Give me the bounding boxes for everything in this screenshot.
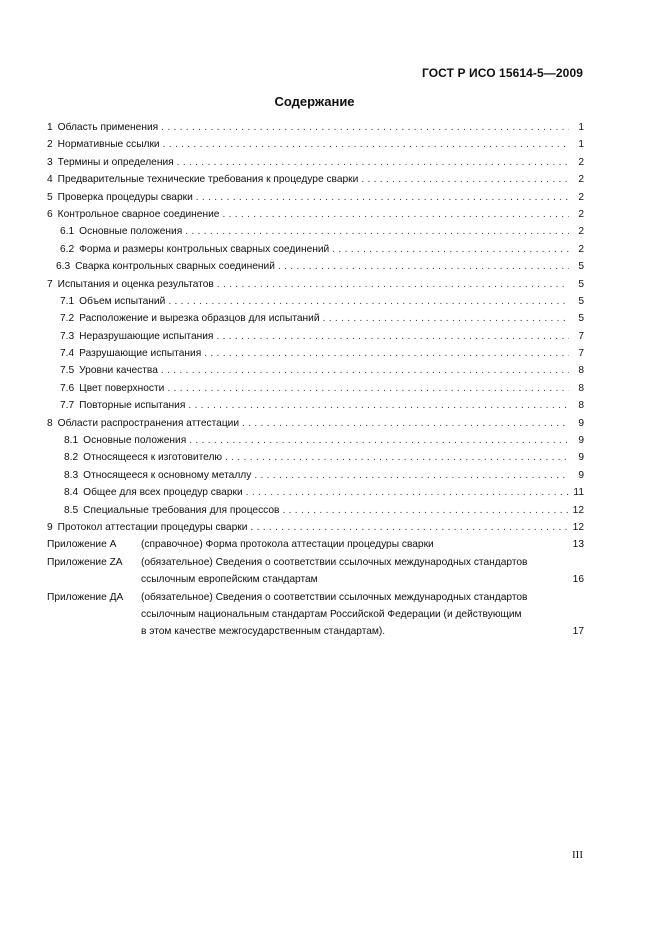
toc-entry-number: 7.2: [60, 313, 75, 325]
toc-entry-number: 7.3: [60, 330, 75, 342]
toc-entry-title: Термины и определения: [57, 156, 174, 168]
toc-entry-number: 6.2: [60, 243, 75, 255]
toc-subentry[interactable]: [47, 258, 584, 275]
toc-entry-number: 6: [47, 208, 53, 220]
toc-entry-title: Общее для всех процедур сварки: [83, 487, 243, 499]
dot-leader: [196, 189, 569, 206]
toc-entry[interactable]: [47, 206, 584, 223]
dot-leader: [323, 310, 569, 327]
dot-leader: [161, 362, 569, 379]
toc-entry-title: Нормативные ссылки: [57, 139, 160, 151]
toc-entry-page: 1: [578, 122, 584, 133]
toc-entry-number: 8.5: [64, 504, 79, 516]
toc-entry-number: 6.3: [56, 261, 71, 273]
toc-subentry[interactable]: [47, 310, 584, 327]
toc-entry-number: 7.7: [60, 400, 75, 412]
toc-entry-page: 7: [578, 330, 584, 342]
toc-appendix[interactable]: [47, 589, 584, 641]
dot-leader: [167, 380, 569, 397]
toc-appendix[interactable]: [47, 554, 584, 589]
toc-entry-title: Цвет поверхности: [79, 382, 165, 394]
appendix-label: Приложение ZA: [47, 556, 123, 568]
table-of-contents: [47, 119, 584, 641]
appendix-title-line: (обязательное) Сведения о соответствии ссылочных международных стандартов: [141, 591, 528, 603]
toc-entry-number: 8.4: [64, 487, 79, 499]
toc-entry-page: 11: [573, 487, 584, 499]
toc-entry-page: 9: [578, 435, 584, 447]
toc-subentry[interactable]: [47, 223, 584, 240]
toc-subentry[interactable]: [47, 484, 584, 501]
toc-entry-page: 9: [578, 417, 584, 429]
dot-leader: [185, 223, 569, 240]
toc-subentry[interactable]: [47, 502, 584, 519]
dot-leader: [332, 241, 569, 258]
dot-leader: [216, 328, 569, 345]
toc-subentry[interactable]: [47, 380, 584, 397]
toc-entry[interactable]: [47, 119, 584, 136]
toc-entry-number: 7.4: [60, 348, 75, 360]
toc-entry-title: Сварка контрольных сварных соединений: [75, 261, 275, 273]
toc-entry-number: 7: [47, 278, 53, 290]
toc-entry-number: 5: [47, 191, 53, 203]
toc-entry-number: 8.3: [64, 469, 79, 481]
toc-entry[interactable]: [47, 415, 584, 432]
toc-entry[interactable]: [47, 171, 584, 188]
appendix-page: 17: [572, 626, 584, 638]
toc-subentry[interactable]: [47, 432, 584, 449]
toc-entry-title: Относящееся к изготовителю: [83, 452, 223, 464]
toc-entry-page: 9: [578, 469, 584, 481]
toc-entry[interactable]: [47, 154, 584, 171]
toc-entry-page: 8: [578, 382, 584, 394]
dot-leader: [177, 154, 569, 171]
toc-entry-title: Специальные требования для процессов: [83, 504, 280, 516]
toc-entry-page: 2: [578, 226, 584, 238]
toc-entry-page: 12: [572, 521, 584, 533]
toc-entry-page: 5: [578, 313, 584, 325]
dot-leader: [217, 276, 569, 293]
dot-leader: [163, 136, 569, 153]
toc-entry[interactable]: [47, 136, 584, 153]
toc-entry-title: Основные положения: [79, 226, 183, 238]
dot-leader: [225, 449, 569, 466]
dot-leader: [361, 171, 569, 188]
toc-entry-number: 8.2: [64, 452, 79, 464]
dot-leader: [242, 415, 569, 432]
toc-entry-page: 8: [578, 400, 584, 412]
dot-leader: [278, 258, 569, 275]
toc-entry-title: Основные положения: [83, 435, 187, 447]
appendix-title-line: (справочное) Форма протокола аттестации процедуры сварки: [141, 539, 434, 551]
dot-leader: [161, 119, 569, 136]
toc-entry-number: 7.6: [60, 382, 75, 394]
toc-entry-page: 2: [578, 156, 584, 168]
toc-subentry[interactable]: [47, 293, 584, 310]
page-number: III: [572, 849, 583, 861]
toc-entry-title: Предварительные технические требования к процедуре сварки: [57, 174, 359, 186]
appendix-page: 13: [572, 539, 584, 551]
appendix-title-line: в этом качестве межгосударственным стандартам).: [141, 626, 386, 638]
toc-entry-page: 5: [578, 295, 584, 307]
toc-subentry[interactable]: [47, 449, 584, 466]
appendix-label: Приложение А: [47, 539, 117, 551]
toc-entry-number: 9: [47, 521, 53, 533]
toc-entry-page: 2: [578, 191, 584, 203]
toc-entry-title: Контрольное сварное соединение: [57, 208, 220, 220]
toc-entry-number: 8.1: [64, 435, 79, 447]
toc-entry-title: Относящееся к основному металлу: [83, 469, 252, 481]
toc-entry-page: 8: [578, 365, 584, 377]
toc-entry-title: Форма и размеры контрольных сварных соединений: [79, 243, 330, 255]
toc-entry-title: Неразрушающие испытания: [79, 330, 214, 342]
toc-entry-title: Область применения: [57, 122, 159, 133]
appendix-label: Приложение ДА: [47, 591, 124, 603]
toc-entry-page: 7: [578, 348, 584, 360]
toc-entry-number: 7.1: [60, 295, 75, 307]
toc-entry-title: Расположение и вырезка образцов для испытаний: [79, 313, 320, 325]
toc-entry-page: 2: [578, 243, 584, 255]
dot-leader: [282, 502, 569, 519]
dot-leader: [168, 293, 569, 310]
appendix-title-line: ссылочным национальным стандартам Российской Федерации (и действующим: [141, 608, 522, 620]
dot-leader: [189, 432, 569, 449]
toc-entry-page: 5: [578, 278, 584, 290]
toc-entry-title: Протокол аттестации процедуры сварки: [57, 521, 248, 533]
toc-entry-title: Объем испытаний: [79, 295, 166, 307]
toc-entry-title: Испытания и оценка результатов: [57, 278, 214, 290]
toc-entry-page: 5: [578, 261, 584, 273]
toc-entry[interactable]: [47, 519, 584, 536]
toc-entry-page: 9: [578, 452, 584, 464]
appendix-page: 16: [572, 574, 584, 586]
toc-entry-number: 6.1: [60, 226, 75, 238]
toc-entry-number: 7.5: [60, 365, 75, 377]
dot-leader: [204, 345, 569, 362]
toc-subentry[interactable]: [47, 241, 584, 258]
dot-leader: [246, 484, 569, 501]
toc-entry-number: 4: [47, 174, 53, 186]
toc-entry[interactable]: [47, 276, 584, 293]
toc-subentry[interactable]: [47, 397, 584, 414]
toc-entry-number: 1: [47, 122, 53, 133]
toc-entry-number: 2: [47, 139, 53, 151]
appendix-title-line: ссылочным европейским стандартам: [141, 574, 318, 586]
toc-entry-page: 2: [578, 208, 584, 220]
dot-leader: [250, 519, 569, 536]
toc-entry-title: Уровни качества: [79, 365, 158, 377]
toc-subentry[interactable]: [47, 362, 584, 379]
document-code: ГОСТ Р ИСО 15614-5—2009: [421, 66, 583, 80]
toc-entry-title: Разрушающие испытания: [79, 348, 202, 360]
page-title: Содержание: [274, 94, 355, 109]
toc-subentry[interactable]: [47, 345, 584, 362]
toc-subentry[interactable]: [47, 328, 584, 345]
toc-entry[interactable]: [47, 189, 584, 206]
toc-entry-title: Повторные испытания: [79, 400, 186, 412]
toc-entry-page: 1: [578, 139, 584, 151]
dot-leader: [222, 206, 569, 223]
toc-entry-title: Области распространения аттестации: [57, 417, 240, 429]
appendix-title-line: (обязательное) Сведения о соответствии ссылочных международных стандартов: [141, 556, 528, 568]
toc-appendix[interactable]: [47, 536, 584, 553]
toc-entry-number: 3: [47, 156, 53, 168]
toc-entry-page: 2: [578, 174, 584, 186]
toc-entry-page: 12: [572, 504, 584, 516]
toc-subentry[interactable]: [47, 467, 584, 484]
dot-leader: [254, 467, 569, 484]
toc-entry-title: Проверка процедуры сварки: [57, 191, 193, 203]
toc-entry-number: 8: [47, 417, 53, 429]
dot-leader: [188, 397, 569, 414]
